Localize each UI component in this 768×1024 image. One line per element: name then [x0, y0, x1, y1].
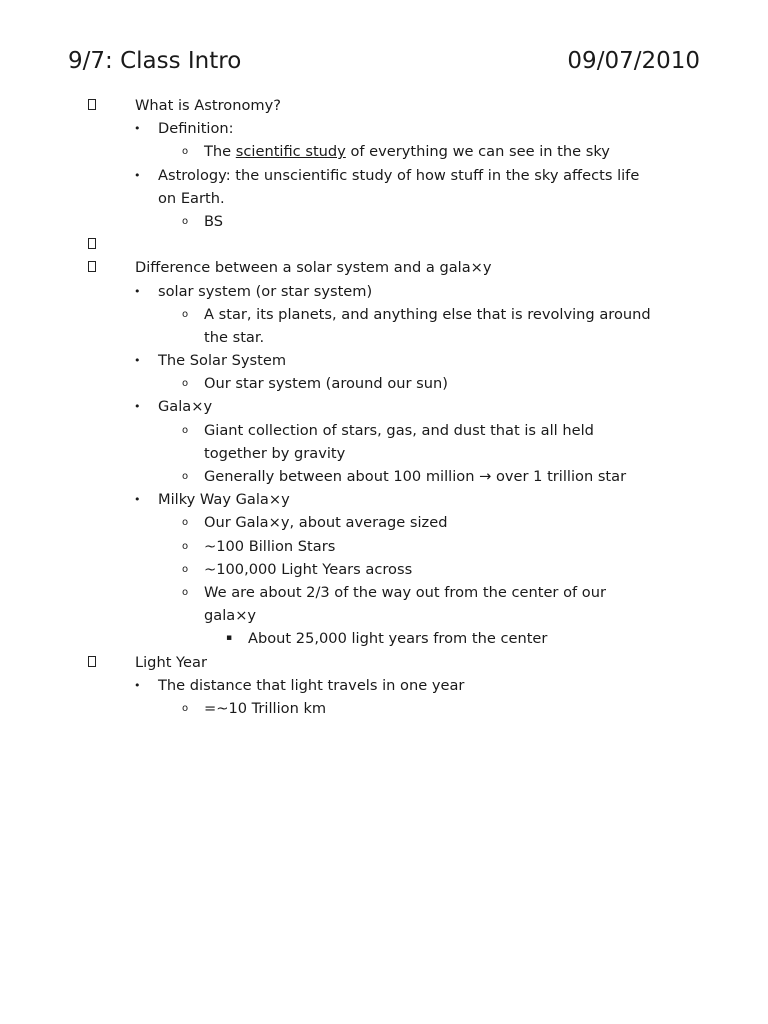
- circle-bullet-icon: o: [182, 215, 189, 227]
- outline-item-level2: [0, 674, 768, 697]
- checkbox-icon: [88, 94, 98, 117]
- checkbox-icon: [88, 233, 98, 256]
- outline-text: [204, 140, 610, 163]
- page-date: 09/07/2010: [567, 48, 700, 74]
- outline-item-level3: [0, 210, 768, 233]
- outline-item-level3: [0, 419, 768, 442]
- outline-text: The Solar System: [158, 352, 287, 370]
- definition-prefix: The: [204, 143, 236, 161]
- definition-suffix: of everything we can see in the sky: [345, 143, 610, 161]
- outline-item-level2: [0, 349, 768, 372]
- outline-text: Definition:: [158, 120, 234, 138]
- outline-item-continuation: [0, 442, 768, 465]
- outline-item-level1: [0, 256, 768, 279]
- outline-item-level2: [0, 280, 768, 303]
- arrow-right-icon: →: [479, 468, 492, 485]
- range-suffix: over 1 trillion star: [491, 468, 627, 485]
- outline-item-level4: [0, 627, 768, 650]
- outline-text: Gala×y: [158, 398, 213, 416]
- range-prefix: Generally between about 100 million: [204, 468, 480, 485]
- outline-item-level3: [0, 697, 768, 720]
- outline-text: About 25,000 light years from the center: [248, 630, 548, 648]
- checkbox-icon: [88, 256, 98, 279]
- outline-text: on Earth.: [158, 189, 225, 207]
- outline-text: The distance that light travels in one year: [158, 676, 465, 694]
- outline-item-level2: [0, 395, 768, 418]
- outline-text: [204, 465, 626, 488]
- circle-bullet-icon: o: [182, 563, 189, 575]
- outline-text: What is Astronomy?: [135, 97, 281, 114]
- outline-text: Our star system (around our sun): [204, 375, 448, 393]
- checkbox-icon: [88, 651, 98, 674]
- outline-item-level2: [0, 164, 768, 187]
- bullet-icon: •: [134, 354, 141, 368]
- outline-text: Difference between a solar system and a gala×y: [135, 259, 492, 277]
- outline-text: Giant collection of stars, gas, and dust that is all held: [204, 421, 594, 439]
- outline-item-continuation: [0, 187, 768, 210]
- circle-bullet-icon: o: [182, 517, 189, 529]
- outline-text: gala×y: [204, 607, 257, 625]
- outline-text: the star.: [204, 328, 265, 346]
- outline-text: Our Gala×y, about average sized: [204, 514, 448, 532]
- bullet-icon: •: [134, 400, 141, 414]
- outline-item-level3: [0, 581, 768, 604]
- outline-item-level3: [0, 372, 768, 395]
- outline-text: Astrology: the unscientific study of how stuff in the sky affects life: [158, 166, 640, 184]
- outline-text: Milky Way Gala×y: [158, 491, 290, 509]
- outline-text: A star, its planets, and anything else that is revolving around: [204, 305, 651, 323]
- outline-text: together by gravity: [204, 444, 346, 462]
- outline-item-continuation: [0, 604, 768, 627]
- circle-bullet-icon: o: [182, 586, 189, 598]
- outline-text: ~100 Billion Stars: [204, 537, 336, 555]
- bullet-icon: •: [134, 493, 141, 507]
- outline-item-level1: [0, 94, 768, 117]
- outline-item-continuation: [0, 326, 768, 349]
- circle-bullet-icon: o: [182, 308, 189, 320]
- page-header: [68, 44, 700, 78]
- outline-text: BS: [204, 212, 224, 230]
- outline-item-level3: [0, 465, 768, 488]
- circle-bullet-icon: o: [182, 702, 189, 714]
- circle-bullet-icon: o: [182, 424, 189, 436]
- outline-item-level1: [0, 651, 768, 674]
- outline-text: =~10 Trillion km: [204, 699, 327, 717]
- bullet-icon: •: [134, 168, 141, 182]
- bullet-icon: •: [134, 284, 141, 298]
- outline-item-level2: [0, 117, 768, 140]
- outline-item-level3: [0, 511, 768, 534]
- circle-bullet-icon: o: [182, 471, 189, 482]
- page-title: 9/7: Class Intro: [68, 48, 242, 74]
- circle-bullet-icon: o: [182, 540, 189, 552]
- notes-outline: [0, 94, 768, 720]
- circle-bullet-icon: o: [182, 378, 189, 390]
- outline-text: ~100,000 Light Years across: [204, 560, 413, 578]
- outline-item-level1-empty: [0, 233, 768, 256]
- outline-text: solar system (or star system): [158, 282, 373, 300]
- outline-text: We are about 2/3 of the way out from the center of our: [204, 583, 606, 601]
- square-bullet-icon: ▪: [226, 633, 233, 644]
- outline-text: Light Year: [135, 653, 207, 671]
- outline-item-level3: [0, 558, 768, 581]
- underlined-term: scientific study: [235, 143, 346, 161]
- outline-item-level3: [0, 303, 768, 326]
- bullet-icon: •: [134, 678, 141, 692]
- outline-item-level3: [0, 535, 768, 558]
- outline-item-level2: [0, 488, 768, 511]
- outline-item-level3: [0, 140, 768, 163]
- circle-bullet-icon: o: [182, 146, 189, 158]
- bullet-icon: •: [134, 122, 141, 136]
